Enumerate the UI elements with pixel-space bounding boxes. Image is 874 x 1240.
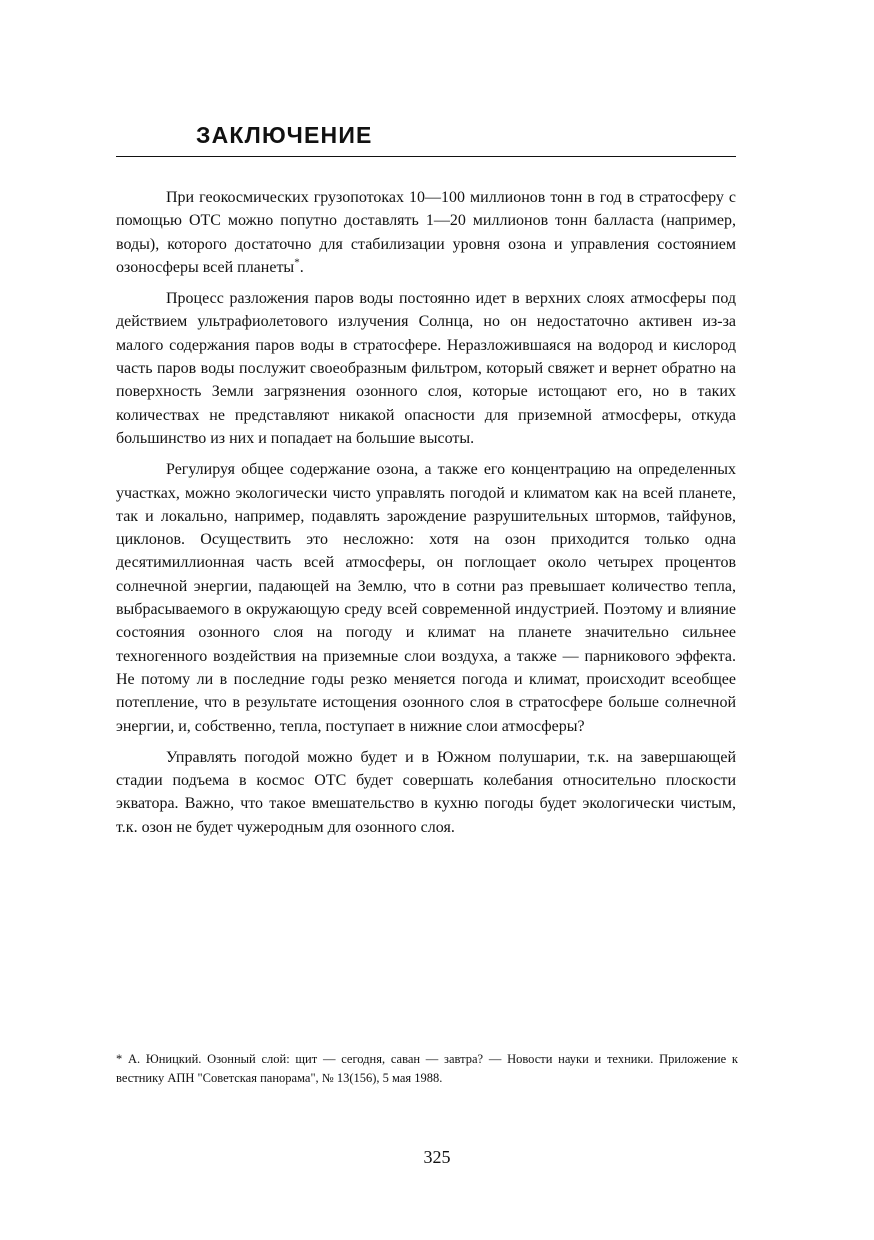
paragraph-3: Регулируя общее содержание озона, а также его концентрацию на определенных участках, можно экологически чисто управлять погодой и климатом как на всей планете, так и локально, например, подавлять зарождение разрушительных штормов, тайфунов, циклонов. Осуществить это несложно: хотя на озон приходится только одна десятимиллионная часть всей атмосферы, он поглощает около четырех процентов солнечной энергии, падающей на Землю, что в сотни раз превышает количество тепла, выбрасываемого в окружающую среду всей современной индустрией. Поэтому и влияние состояния озонного слоя на погоду и климат на планете значительно сильнее техногенного воздействия на приземные слои воздуха, а также — парникового эффекта. Не потому ли в последние годы резко меняется погода и климат, происходит всеобщее потепление, что в результате истощения озонного слоя в стратосфере больше солнечной энергии, и, собственно, тепла, поступает в нижние слои атмосферы? bbox=[116, 461, 736, 735]
body-text bbox=[116, 186, 736, 847]
paragraph-1 bbox=[116, 186, 736, 279]
footnote-marker: * bbox=[294, 256, 300, 269]
paragraph-4: Управлять погодой можно будет и в Южном полушарии, т.к. на завершающей стадии подъема в космос ОТС будет совершать колебания относительно плоскости экватора. Важно, что такое вмешательство в кухню погоды будет экологически чистым, т.к. озон не будет чужеродным для озонного слоя. bbox=[116, 748, 736, 836]
heading-rule bbox=[116, 156, 736, 157]
footnote: * А. Юницкий. Озонный слой: щит — сегодня, саван — завтра? — Новости науки и техники. Приложение к вестнику АПН "Советская панорама", № 13(156), 5 мая 1988. bbox=[116, 1052, 738, 1085]
paragraph-2: Процесс разложения паров воды постоянно идет в верхних слоях атмосферы под действием ультрафиолетового излучения Солнца, но он недостаточно активен из-за малого содержания паров воды в стратосфере. Неразложившаяся на водород и кислород часть паров воды послужит своеобразным фильтром, который свяжет и вернет обратно на поверхность Земли загрязнения озонного слоя, которые истощают его, но в таких количествах не представляют никакой опасности для приземной атмосферы, откуда большинство из них и попадает на большие высоты. bbox=[116, 290, 736, 447]
paragraph-1-period: . bbox=[299, 258, 304, 276]
paragraph-1-text: При геокосмических грузопотоках 10—100 миллионов тонн в год в стратосферу с помощью ОТС можно попутно доставлять 1—20 миллионов тонн балласта (например, воды), которого достаточно для стабилизации уровня озона и управления состоянием озоносферы всей планеты bbox=[116, 189, 736, 276]
page-number: 325 bbox=[423, 1147, 451, 1167]
section-heading: ЗАКЛЮЧЕНИЕ bbox=[196, 122, 373, 148]
